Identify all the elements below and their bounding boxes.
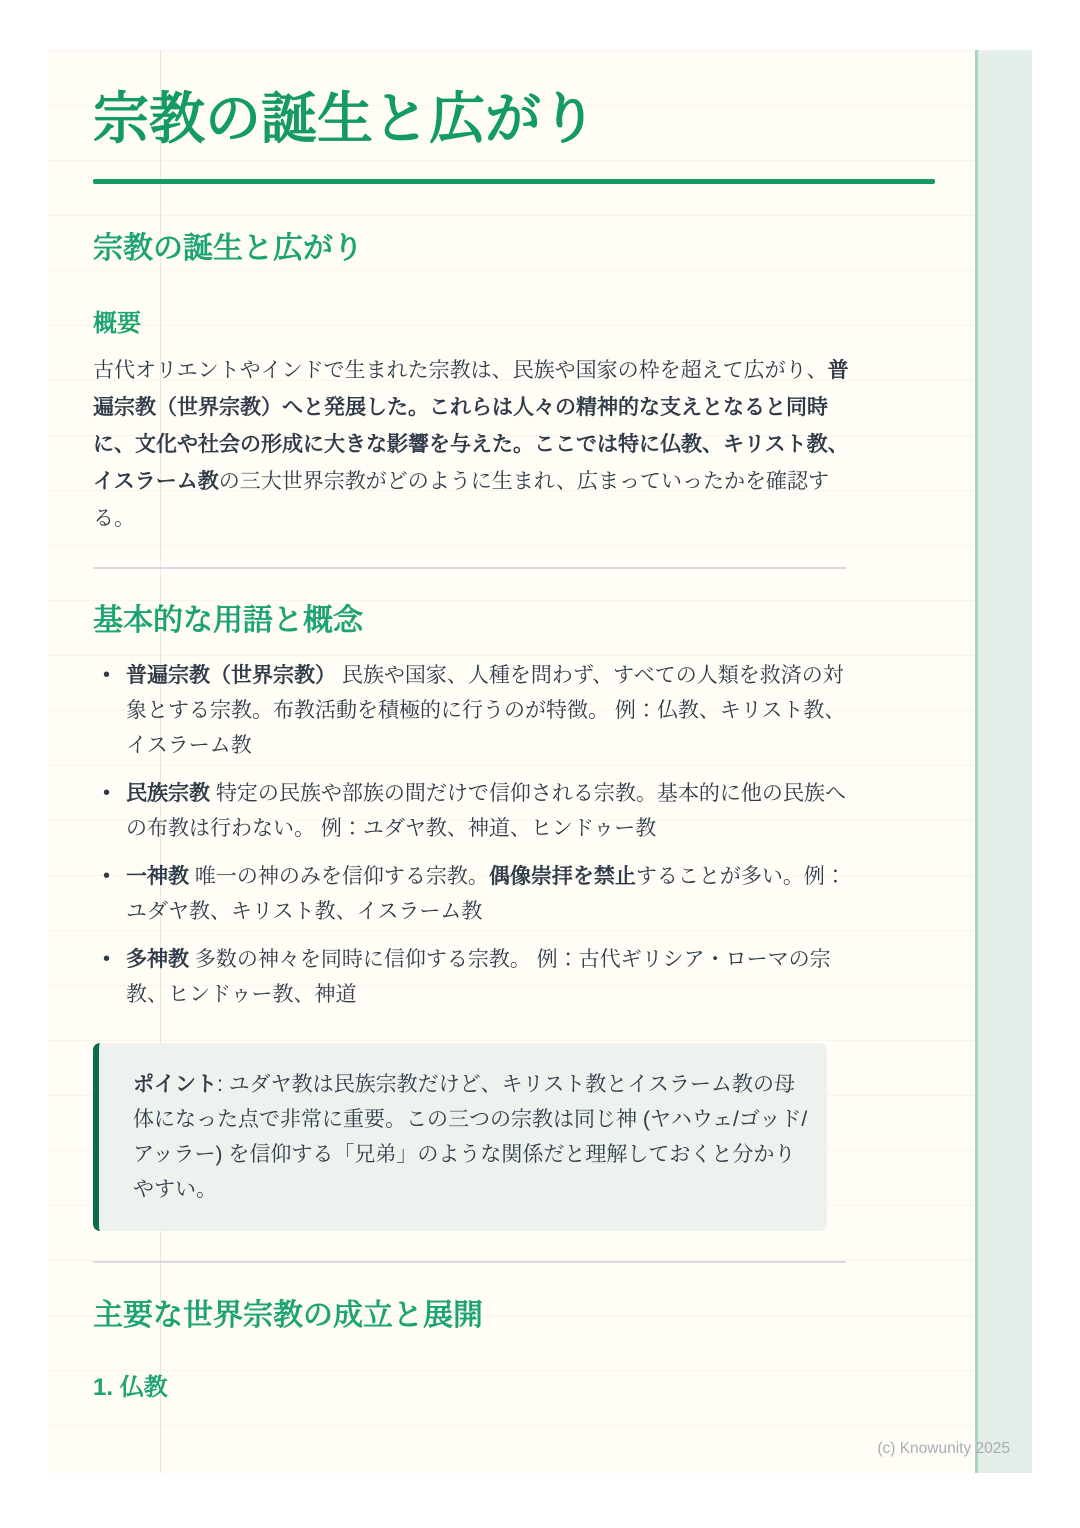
- text-run: 偶像崇拝を禁止: [488, 865, 636, 888]
- text-run: 多神教: [126, 948, 189, 971]
- section-divider: [93, 567, 846, 569]
- section-heading-terms: 基本的な用語と概念: [93, 604, 363, 637]
- text-run: ポイント: [133, 1073, 217, 1096]
- document-title: 宗教の誕生と広がり: [93, 87, 597, 150]
- term-list-item: [93, 859, 861, 929]
- term-list-item: [93, 942, 861, 1012]
- text-run: 唯一の神のみを信仰する宗教。: [189, 865, 489, 888]
- section-heading-intro: 宗教の誕生と広がり: [93, 232, 363, 265]
- document-sheet: [48, 50, 1032, 1473]
- text-run: 普遍宗教（世界宗教）へと発展した。これらは人々の精神的な支えとなると同時に、文化や社会の形成に大きな影響を与えた。ここでは特に仏教、キリスト教、イスラーム教: [93, 359, 849, 493]
- overview-paragraph: [93, 352, 855, 537]
- text-run: の三大世界宗教がどのように生まれ、広まっていったかを確認する。: [93, 470, 830, 530]
- point-callout-text: [133, 1067, 813, 1207]
- text-run: : ユダヤ教は民族宗教だけど、キリスト教とイスラーム教の母体になった点で非常に重要。この三つの宗教は同じ神 (ヤハウェ/ゴッド/アッラー) を信仰する「兄弟」のような関係だと理解しておくと分かりやすい。: [133, 1073, 808, 1201]
- title-underline-rule: [93, 179, 935, 184]
- text-run: 古代オリエントやインドで生まれた宗教は、民族や国家の枠を超えて広がり、: [93, 359, 828, 382]
- subsection-heading-overview: 概要: [93, 310, 141, 337]
- text-run: することが多い。例：ユダヤ教、キリスト教、イスラーム教: [126, 865, 846, 923]
- text-run: 多数の神々を同時に信仰する宗教。 例：古代ギリシア・ローマの宗教、ヒンドゥー教、神道: [126, 948, 831, 1006]
- text-run: 特定の民族や部族の間だけで信仰される宗教。基本的に他の民族への布教は行わない。 例：ユダヤ教、神道、ヒンドゥー教: [126, 782, 846, 840]
- text-run: 普遍宗教（世界宗教）: [126, 664, 336, 687]
- section-heading-major: 主要な世界宗教の成立と展開: [93, 1299, 483, 1332]
- text-run: 民族宗教: [126, 782, 210, 805]
- term-list-item: [93, 776, 861, 846]
- point-callout: [93, 1043, 827, 1231]
- text-run: 民族や国家、人種を問わず、すべての人類を救済の対象とする宗教。布教活動を積極的に行うのが特徴。 例：仏教、キリスト教、イスラーム教: [126, 664, 846, 757]
- subsection-heading-buddhism: 1. 仏教: [93, 1374, 168, 1401]
- term-list-item: [93, 658, 861, 763]
- right-margin-stripe: [975, 50, 1032, 1473]
- terms-list: [93, 658, 861, 1025]
- section-divider-2: [93, 1261, 846, 1263]
- text-run: 一神教: [126, 865, 189, 888]
- copyright-credit: (c) Knowunity 2025: [877, 1440, 1010, 1457]
